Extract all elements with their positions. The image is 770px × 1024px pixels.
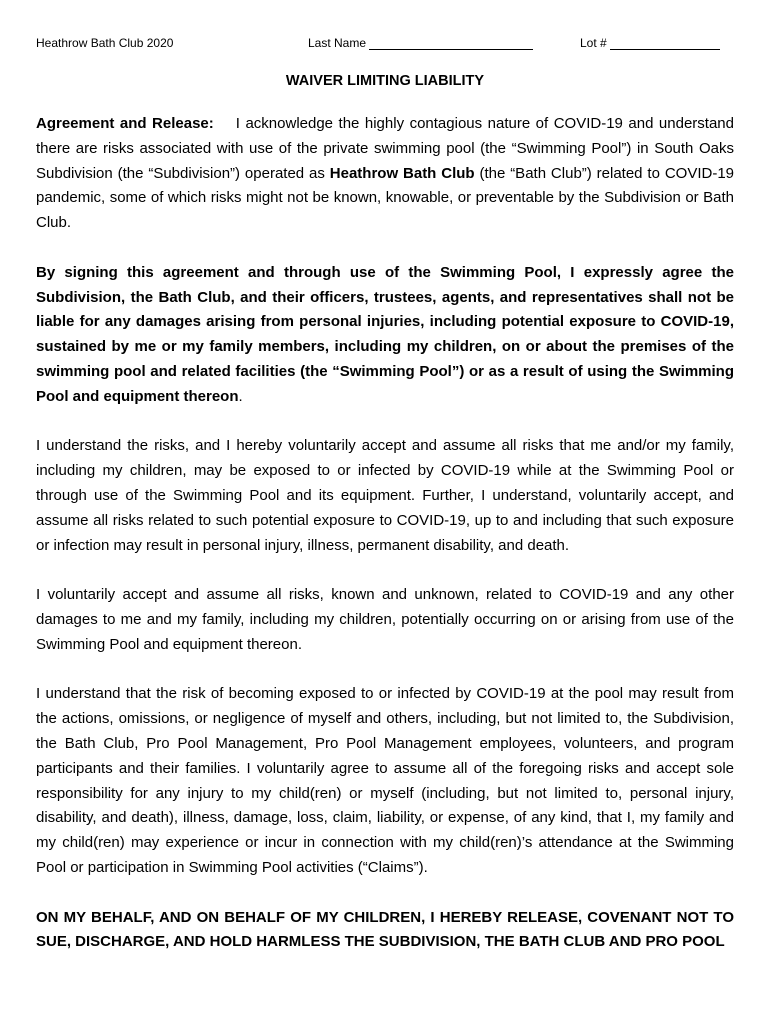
waiver-page — [36, 0, 734, 980]
lot-blank[interactable] — [610, 36, 720, 50]
agreement-release-paragraph — [36, 112, 734, 236]
negligence-paragraph: I understand that the risk of becoming exposed to or infected by COVID-19 at the pool may result from the actions, omissions, or negligence of myself and others, including, but not limited to, the Subdivision, the Bath Club, Pro Pool Management, Pro Pool Management employees, volunteers, and program participants and their families. I voluntarily agree to assume all of the foregoing risks and accept sole responsibility for any injury to my child(ren) or myself (including, but not limited to, personal injury, disability, and death), illness, damage, loss, claim, liability, or expense, of any kind, that I, my family and my child(ren) may experience or incur in connection with my child(ren)’s attendance at the Swimming Pool or participation in Swimming Pool activities (“Claims”). — [36, 685, 734, 876]
bath-club-name: Heathrow Bath Club — [329, 164, 475, 182]
agreement-release-label: Agreement and Release: — [36, 115, 214, 132]
liability-paragraph — [36, 261, 734, 410]
last-name-label: Last Name — [308, 36, 367, 50]
last-name-field-group — [308, 36, 533, 50]
agreement-text-part1: I acknowledge the highly contagious nature of COVID-19 and understand there are risks associated with use of the private swimming pool (the “Swimming Pool”) in South Oaks Subdivision (the “Subdivision”) operated as — [36, 115, 734, 182]
agreement-text-part2: (the “Bath Club”) related to COVID-19 pandemic, some of which risks might not be known, knowable, or preventable by the Subdivision or Bath Club. — [36, 164, 734, 232]
risks-paragraph: I understand the risks, and I hereby voluntarily accept and assume all risks that me and/or my family, including my children, may be exposed to or infected by COVID-19 while at the Swimming Pool or through use of the Swimming Pool and its equipment. Further, I understand, voluntarily accept, and assume all risks related to such potential exposure to COVID-19, up to and including that such exposure or infection may result in personal injury, illness, permanent disability, and death. — [36, 437, 734, 554]
liability-period: . — [238, 387, 243, 405]
document-title: WAIVER LIMITING LIABILITY — [285, 73, 485, 89]
lot-field-group — [580, 36, 720, 50]
lot-label: Lot # — [580, 36, 607, 50]
release-paragraph: ON MY BEHALF, AND ON BEHALF OF MY CHILDREN, I HEREBY RELEASE, COVENANT NOT TO SUE, DISCHARGE, AND HOLD HARMLESS THE SUBDIVISION, THE BATH CLUB AND PRO POOL — [36, 908, 734, 951]
club-year-label: Heathrow Bath Club 2020 — [36, 36, 174, 50]
page-header — [36, 0, 734, 56]
liability-text: By signing this agreement and through use of the Swimming Pool, I expressly agree the Subdivision, the Bath Club, and their officers, trustees, agents, and representatives shall not be liable for any damages arising from personal injuries, including potential exposure to COVID-19, sustained by me or my family members, including my children, on or about the premises of the swimming pool and related facilities (the “Swimming Pool”) or as a result of using the Swimming Pool and equipment thereon — [36, 263, 734, 405]
last-name-blank[interactable] — [369, 36, 533, 50]
accept-risks-paragraph: I voluntarily accept and assume all risks, known and unknown, related to COVID-19 and any other damages to me and my family, including my children, potentially occurring on or arising from use of the Swimming Pool and equipment thereon. — [36, 586, 734, 653]
